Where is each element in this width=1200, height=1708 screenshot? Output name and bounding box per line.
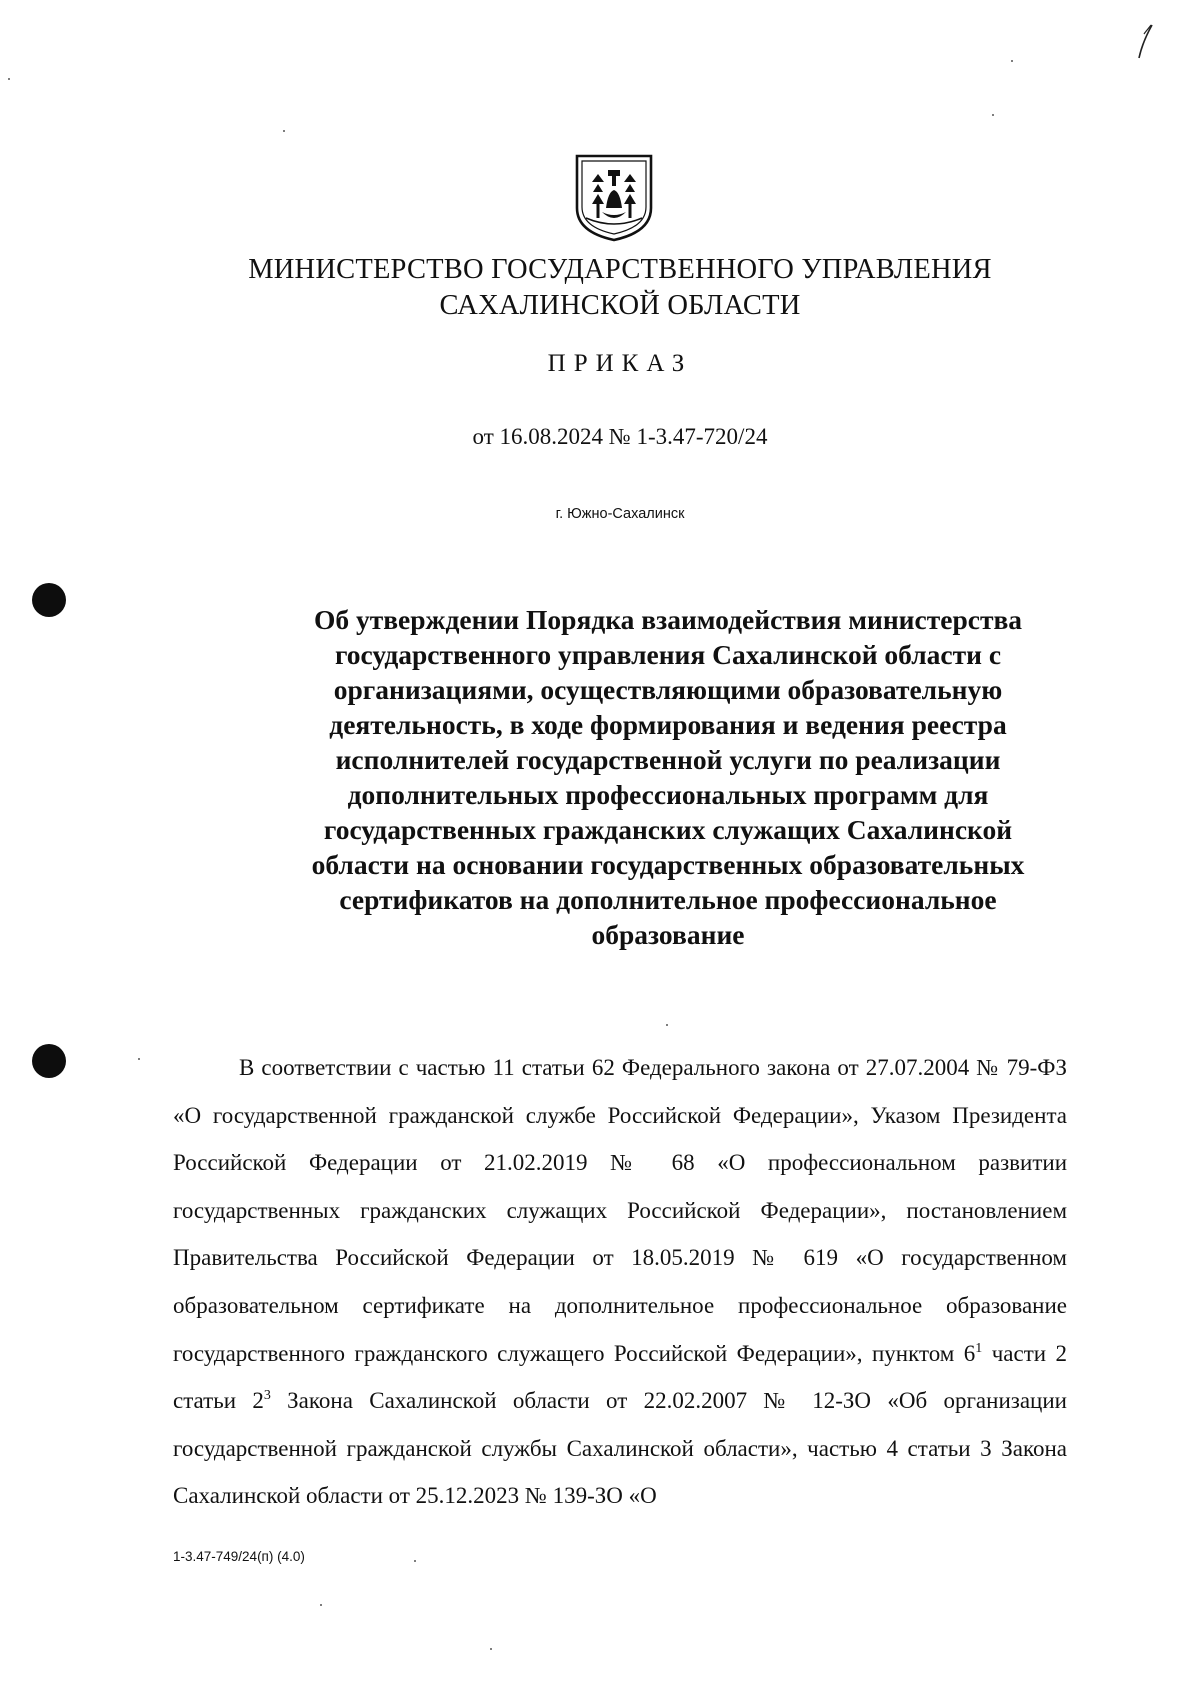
body-paragraph [173,1044,1067,1520]
punch-hole-icon [32,583,66,617]
subject-line: государственных гражданских служащих Сахалинской [323,814,1013,845]
sakhalin-coat-of-arms-icon [572,152,656,242]
body-text-part: Закона Сахалинской области от 22.02.2007 № 12-ЗО «Об организации государственной гражданской службы Сахалинской области», частью 4 статьи 3 Закона Сахалинской области от 25.12.2023 № 139-ЗО «О [173,1388,1067,1509]
subject-line: образование [591,919,745,950]
ministry-name-line-1: МИНИСТЕРСТВО ГОСУДАРСТВЕННОГО УПРАВЛЕНИЯ [248,254,992,285]
subject-line: Об утверждении Порядка взаимодействия министерства [313,604,1023,635]
subject-line: организациями, осуществляющими образовательную [333,674,1003,705]
order-date-number: от 16.08.2024 № 1-3.47-720/24 [472,424,768,449]
place-of-issue: г. Южно-Сахалинск [555,506,685,522]
subject-line: деятельность, в ходе формирования и ведения реестра [329,709,1007,740]
subject-line: государственного управления Сахалинской области с [334,639,1002,670]
punch-hole-icon [32,1044,66,1078]
subject-line: сертификатов на дополнительное профессиональное [339,884,997,915]
subject-line: дополнительных профессиональных программ для [347,779,989,810]
handwritten-mark-icon [1130,22,1160,62]
body-text-part: В соответствии с частью 11 статьи 62 Федерального закона от 27.07.2004 № 79-ФЗ «О государственной гражданской службе Российской Федерации», Указом Президента Российской Федерации от 21.02.2019 № 68 «О профессиональном развитии государственных гражданских служащих Российской Федерации», постановлением Правительства Российской Федерации от 18.05.2019 № 619 «О государственном образовательном сертификате на дополнительное профессиональное образование государственного гражданского служащего Российской Федерации», пунктом 6 [173,1055,1067,1366]
ministry-name-line-2: САХАЛИНСКОЙ ОБЛАСТИ [439,290,801,321]
order-subject [240,602,1096,952]
body-text-part: части 2 статьи 2 [173,1340,1067,1414]
subject-line: исполнителей государственной услуги по реализации [335,744,1001,775]
superscript: 1 [975,1340,983,1356]
subject-line: области на основании государственных образовательных [311,849,1025,880]
document-type: ПРИКАЗ [547,350,693,377]
document-code: 1-3.47-749/24(п) (4.0) [173,1549,305,1564]
ministry-name [140,252,1100,324]
superscript: 3 [263,1388,271,1404]
